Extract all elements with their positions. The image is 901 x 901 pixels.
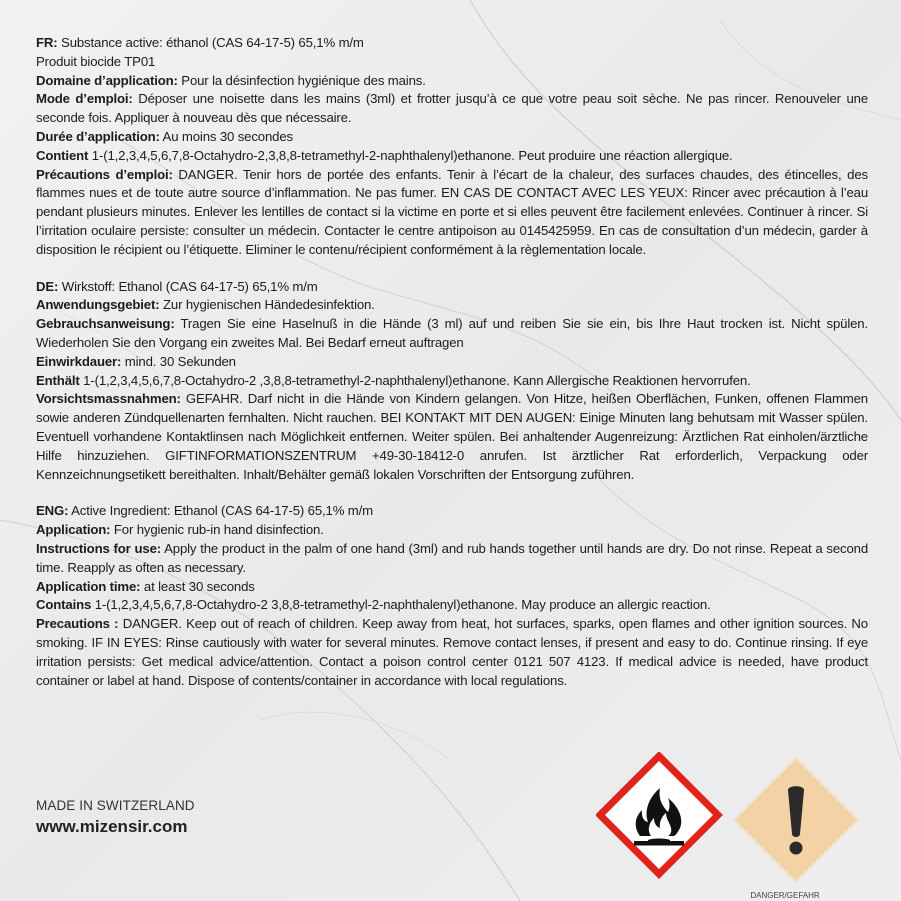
text-line: FR: Substance active: éthanol (CAS 64-17-5) 65,1% m/m [36, 35, 364, 50]
flame-icon [600, 756, 718, 874]
text-line: Precautions : DANGER. Keep out of reach of children. Keep away from heat, hot surfaces, sparks, open flames and other ignition sources. No smoking. IF IN EYES: Rinse cautiously with water for several minutes. Remove contact lenses, if present and easy to do. Continue rinsing. If eye irritation persists: Get medical advice/attention. Contact a poison control center 0121 507 4123. If medical advice is needed, have product container or label at hand. Dispose of contents/container in accordance with local regulations. [36, 616, 868, 688]
text-line: Anwendungsgebiet: Zur hygienischen Händedesinfektion. [36, 297, 375, 313]
danger-caption: DANGER/GEFAHR [750, 891, 820, 900]
section-english [36, 502, 868, 690]
text-line: Mode d’emploi: Déposer une noisette dans les mains (3ml) et frotter jusqu’à ce que votre peau soit sèche. Ne pas rincer. Renouveler une seconde fois. Appliquer à nouveau dès que nécessaire. [36, 91, 869, 126]
text-line: Application: For hygienic rub-in hand disinfection. [36, 522, 324, 538]
label-text-block [36, 34, 868, 708]
text-line: Enthält 1-(1,2,3,4,5,6,7,8-Octahydro-2 ,3,8,8-tetramethyl-2-naphthalenyl)ethanone. Kann Allergische Reaktionen hervorrufen. [36, 372, 751, 388]
text-line: Domaine d’application: Pour la désinfection hygiénique des mains. [36, 72, 426, 88]
section-french [36, 34, 868, 260]
text-line: ENG: Active Ingredient: Ethanol (CAS 64-17-5) 65,1% m/m [36, 503, 373, 519]
section-german [36, 278, 868, 485]
text-line: Durée d’application: Au moins 30 secondes [36, 128, 293, 144]
text-line: Instructions for use: Apply the product in the palm of one hand (3ml) and rub hands together until hands are dry. Do not rinse. Repeat a second time. Reapply as often as necessary. [36, 540, 869, 575]
text-line: Gebrauchsanweisung: Tragen Sie eine Haselnuß in die Hände (3 ml) auf und reiben Sie sie ein, bis Ihre Haut trocken ist. Nicht spülen. Wiederholen Sie den Vorgang ein zweites Mal. Bei Bedarf erneut auftragen [36, 316, 868, 350]
text-line: Vorsichtsmassnahmen: GEFAHR. Darf nicht in die Hände von Kindern gelangen. Von Hitze, heißen Oberflächen, Funken, offenen Flammen sowie anderen Zündquellenarten fernhalten. Nicht rauchen. BEI KONTAKT MIT DEN AUGEN: Einige Minuten lang behutsam mit Wasser spülen. Eventuell vorhandene Kontaktlinsen nach Möglichkeit entfernen. Weiter spülen. Bei anhaltender Augenreizung: Ärztlichen Rat einholen/ärztliche Hilfe hinzuziehen. GIFTINFORMATIONSZENTRUM +49-30-18412-0 anrufen. Ist ärztlicher Rat erforderlich, Verpackung oder Kennzeichnungsetikett bereithalten. Inhalt/Behälter gemäß lokalen Vorschriften der Entsorgung zuführen. [36, 391, 868, 482]
text-line: Contains 1-(1,2,3,4,5,6,7,8-Octahydro-2 3,8,8-tetramethyl-2-naphthalenyl)ethanone. May produce an allergic reaction. [36, 597, 711, 613]
text-line: Application time: at least 30 seconds [36, 578, 255, 594]
hazard-pictograms [596, 752, 876, 901]
website-link[interactable]: www.mizensir.com [36, 817, 188, 836]
footer [36, 798, 195, 837]
text-line: Einwirkdauer: mind. 30 Sekunden [36, 353, 236, 369]
text-line: Précautions d’emploi: DANGER. Tenir hors de portée des enfants. Tenir à l’écart de la chaleur, des surfaces chaudes, des étincelles, des flammes nues et de toute autre source d’inflammation. Ne pas fumer. EN CAS DE CONTACT AVEC LES YEUX: Rincer avec précaution à l’eau pendant plusieurs minutes. Enlever les lentilles de contact si la victime en porte et si elles peuvent être facilement enlevées. Continuer à rincer. Si l’irritation oculaire persiste: consulter un médecin. Contacter le centre antipoison au 0145425959. En cas de consultation d’un médecin, garder à disposition le récipient ou l’étiquette. Eliminer le contenu/récipient conformément à la règlementation locale. [36, 166, 868, 257]
made-in-label: MADE IN SWITZERLAND [36, 798, 195, 813]
text-line: Contient 1-(1,2,3,4,5,6,7,8-Octahydro-2,3,8,8-tetramethyl-2-naphthalenyl)ethanone. Peut produire une réaction allergique. [36, 147, 733, 163]
text-line: Produit biocide TP01 [36, 53, 156, 69]
exclamation-icon [734, 758, 858, 882]
text-line: DE: Wirkstoff: Ethanol (CAS 64-17-5) 65,1% m/m [36, 278, 318, 294]
